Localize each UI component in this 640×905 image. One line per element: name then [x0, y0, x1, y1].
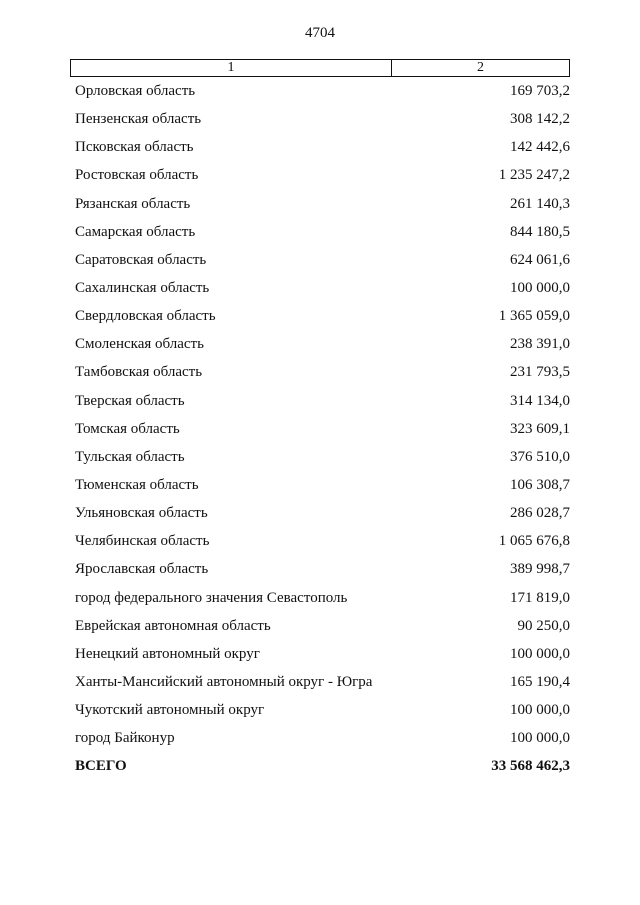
- table-row: [0, 727, 640, 755]
- total-row: [0, 755, 640, 783]
- table-row: [0, 305, 640, 333]
- region-name: Ульяновская область: [75, 505, 208, 522]
- region-name: Сахалинская область: [75, 279, 210, 296]
- table-row: [0, 333, 640, 361]
- table-row: [0, 80, 640, 108]
- region-name: Томская область: [75, 420, 180, 437]
- table-row: [0, 361, 640, 389]
- region-name: Ярославская область: [75, 561, 209, 578]
- region-value: 844 180,5: [510, 223, 570, 240]
- table-row: [0, 587, 640, 615]
- region-value: 231 793,5: [510, 364, 570, 381]
- region-name: Ростовская область: [75, 167, 199, 184]
- region-value: 1 235 247,2: [498, 167, 570, 184]
- column-header-1: 1: [71, 60, 392, 76]
- region-value: 286 028,7: [510, 505, 570, 522]
- region-value: 314 134,0: [510, 392, 570, 409]
- total-label: ВСЕГО: [75, 758, 127, 775]
- table-row: [0, 418, 640, 446]
- table-row: [0, 530, 640, 558]
- region-value: 100 000,0: [510, 702, 570, 719]
- region-name: Рязанская область: [75, 195, 191, 212]
- region-value: 323 609,1: [510, 420, 570, 437]
- region-name: Челябинская область: [75, 533, 210, 550]
- table-row: [0, 249, 640, 277]
- region-name: Свердловская область: [75, 308, 216, 325]
- column-header-2: 2: [477, 60, 484, 75]
- region-name: Смоленская область: [75, 336, 204, 353]
- region-name: город Байконур: [75, 730, 175, 747]
- table-row: [0, 699, 640, 727]
- region-value: 624 061,6: [510, 251, 570, 268]
- table-row: [0, 671, 640, 699]
- region-name: Пензенская область: [75, 111, 202, 128]
- region-name: Саратовская область: [75, 251, 207, 268]
- region-value: 100 000,0: [510, 730, 570, 747]
- table-row: [0, 446, 640, 474]
- region-value: 389 998,7: [510, 561, 570, 578]
- region-value: 1 065 676,8: [498, 533, 570, 550]
- region-value: 261 140,3: [510, 195, 570, 212]
- table-row: [0, 193, 640, 221]
- table-row: [0, 277, 640, 305]
- region-value: 169 703,2: [510, 83, 570, 99]
- table-body: [0, 80, 640, 784]
- region-name: Чукотский автономный округ: [75, 702, 265, 719]
- region-value: 238 391,0: [510, 336, 570, 353]
- region-name: Тульская область: [75, 448, 185, 465]
- region-name: Тюменская область: [75, 476, 199, 493]
- region-value: 1 365 059,0: [498, 308, 570, 325]
- region-value: 106 308,7: [510, 476, 570, 493]
- region-value: 142 442,6: [510, 139, 570, 156]
- region-value: 100 000,0: [510, 279, 570, 296]
- region-value: 171 819,0: [510, 589, 570, 606]
- region-name: Псковская область: [75, 139, 194, 156]
- region-name: Самарская область: [75, 223, 196, 240]
- region-value: 100 000,0: [510, 645, 570, 662]
- table-row: [0, 474, 640, 502]
- total-value: 33 568 462,3: [491, 758, 570, 775]
- table-row: [0, 502, 640, 530]
- region-value: 90 250,0: [517, 617, 570, 634]
- table-row: [0, 615, 640, 643]
- table-row: [0, 390, 640, 418]
- region-name: Орловская область: [75, 83, 196, 99]
- table-row: [0, 108, 640, 136]
- region-name: Ханты-Мансийский автономный округ - Югра: [75, 673, 373, 690]
- region-name: Тамбовская область: [75, 364, 203, 381]
- region-value: 165 190,4: [510, 673, 570, 690]
- region-value: 376 510,0: [510, 448, 570, 465]
- page-number: 4704: [305, 25, 335, 41]
- region-name: Еврейская автономная область: [75, 617, 271, 634]
- table-row: [0, 221, 640, 249]
- region-name: город федерального значения Севастополь: [75, 589, 348, 606]
- region-value: 308 142,2: [510, 111, 570, 128]
- table-row: [0, 558, 640, 586]
- region-name: Ненецкий автономный округ: [75, 645, 260, 662]
- table-row: [0, 164, 640, 192]
- region-name: Тверская область: [75, 392, 185, 409]
- table-header: [70, 59, 570, 77]
- table-row: [0, 643, 640, 671]
- table-row: [0, 136, 640, 164]
